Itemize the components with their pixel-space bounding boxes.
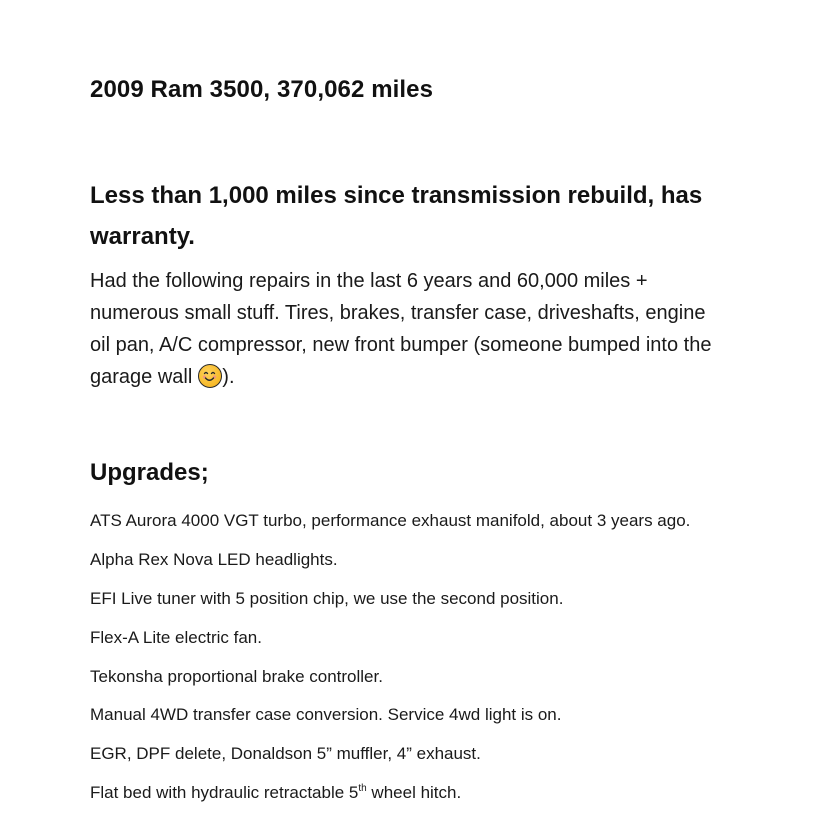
flatbed-text-end: wheel hitch. <box>366 783 462 803</box>
repairs-text-end: ). <box>222 366 235 388</box>
list-item: ATS Aurora 4000 VGT turbo, performance exhaust manifold, about 3 years ago. <box>90 511 691 530</box>
flatbed-text: Flat bed with hydraulic retractable 5 <box>90 783 359 803</box>
listing-title: 2009 Ram 3500, 370,062 miles <box>90 76 434 103</box>
repairs-text: Had the following repairs in the last 6 years and 60,000 miles + numerous small stuff. Tires, brakes, transfer case, driveshafts, engine oil pan, A/C compressor, new front bumper (someone bumped into the garage wall <box>90 270 712 388</box>
list-item: EFI Live tuner with 5 position chip, we use the second position. <box>90 588 564 608</box>
ordinal-suffix: th <box>358 783 367 795</box>
list-item: Tekonsha proportional brake controller. <box>90 666 383 686</box>
upgrades-heading: Upgrades; <box>90 459 209 486</box>
list-item: EGR, DPF delete, Donaldson 5” muffler, 4” exhaust. <box>90 744 481 764</box>
repairs-paragraph <box>90 265 730 393</box>
list-item: Manual 4WD transfer case conversion. Service 4wd light is on. <box>90 705 562 725</box>
transmission-headline: Less than 1,000 miles since transmission rebuild, has warranty. <box>90 182 703 250</box>
list-item <box>90 781 690 820</box>
smiling-face-icon <box>198 364 222 388</box>
list-item: Alpha Rex Nova LED headlights. <box>90 549 338 569</box>
list-item: Flex-A Lite electric fan. <box>90 627 262 647</box>
upgrades-list <box>90 509 690 820</box>
